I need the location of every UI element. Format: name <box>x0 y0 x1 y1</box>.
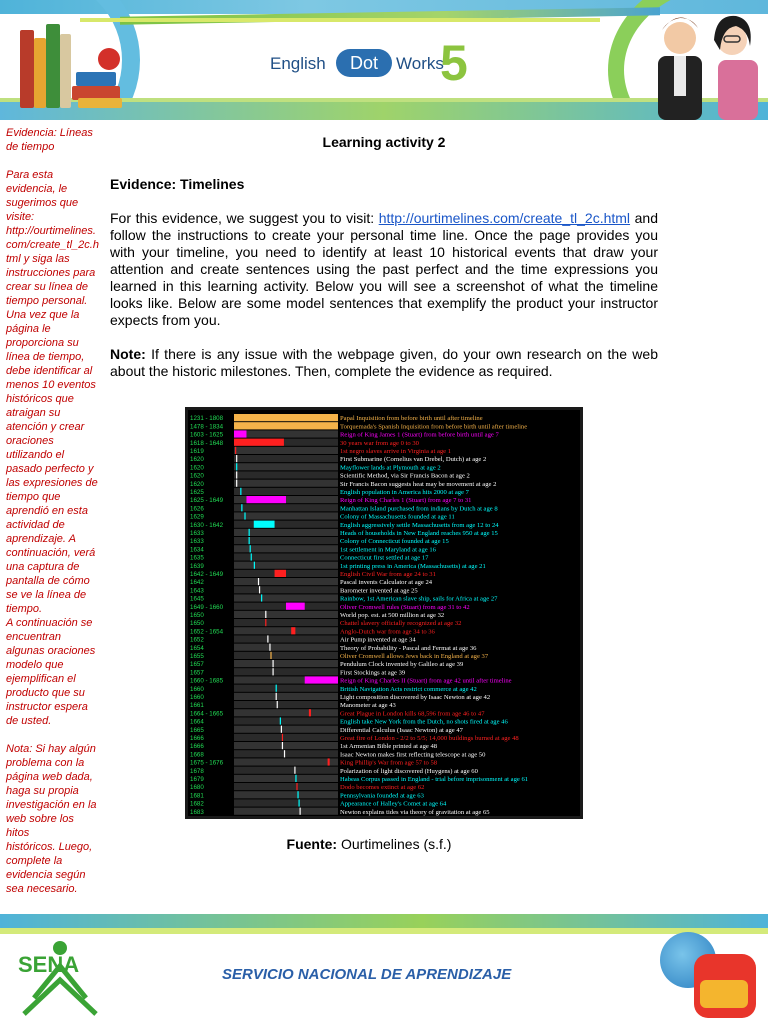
timeline-year-label: 1633 <box>190 538 204 546</box>
timeline-event-label: First Stockings at age 39 <box>340 669 406 677</box>
timeline-year-label: 1680 <box>190 784 204 792</box>
timeline-lane <box>234 504 338 511</box>
timeline-year-label: 1642 <box>190 579 204 587</box>
timeline-event-label: Barometer invented at age 25 <box>340 587 418 595</box>
timeline-year-label: 1642 - 1649 <box>190 571 224 578</box>
timeline-lane <box>234 455 338 462</box>
timeline-lane <box>234 742 338 749</box>
timeline-year-label: 1633 <box>190 530 204 537</box>
timeline-year-label: 1635 <box>190 554 204 562</box>
footer-top-band <box>0 914 768 928</box>
timeline-lane <box>234 447 338 454</box>
timeline-event-label: Appearance of Halley's Comet at age 64 <box>340 800 447 808</box>
timeline-year-label: 1666 <box>190 735 204 742</box>
note-label: Note: <box>110 346 146 362</box>
section-heading: Evidence: Timelines <box>110 176 245 192</box>
timeline-event-label: Reign of King James 1 (Stuart) from before birth until age 7 <box>340 431 499 439</box>
timeline-event-label: Papal Inquisition from before birth until after timeline <box>340 415 483 423</box>
note-text: If there is any issue with the webpage given, do your own research on the web about the historic milestones. Then, complete the evidence as required. <box>110 346 658 379</box>
timeline-year-label: 1620 <box>190 472 204 480</box>
timeline-event-label: Newton explains tides via theory of gravitation at age 65 <box>340 808 490 816</box>
timeline-event-label: Anglo-Dutch war from age 34 to 36 <box>340 628 435 636</box>
caption-text: Ourtimelines (s.f.) <box>337 836 452 852</box>
timeline-year-label: 1665 <box>190 726 204 734</box>
timeline-lane <box>234 635 338 642</box>
timeline-lane <box>234 808 338 815</box>
timeline-lane <box>234 775 338 782</box>
timeline-bar <box>235 447 236 454</box>
timeline-year-label: 1655 <box>190 653 204 660</box>
footer-title-box <box>214 960 644 994</box>
footer-title: SERVICIO NACIONAL DE APRENDIZAJE <box>222 966 512 983</box>
timeline-bar <box>265 611 266 618</box>
timeline-year-label: 1618 - 1648 <box>190 439 224 447</box>
timeline-bar <box>272 668 273 675</box>
timeline-event-label: Theory of Probability - Pascal and Fermat at age 36 <box>340 644 477 652</box>
page-footer-banner <box>0 914 768 1024</box>
timeline-year-label: 1639 <box>190 562 204 570</box>
timeline-event-label: Pascal invents Calculator at age 24 <box>340 579 433 587</box>
timeline-event-label: Rainbow, 1st American slave ship, sails for Africa at age 27 <box>340 595 498 603</box>
main-content <box>110 134 658 397</box>
timeline-bar <box>249 537 250 544</box>
sidebar-spanish-notes <box>6 126 98 910</box>
timeline-bar <box>259 586 260 593</box>
backpack-pocket <box>700 980 748 1008</box>
timeline-lane <box>234 619 338 626</box>
timeline-bar <box>277 701 278 708</box>
timeline-bar <box>258 578 259 585</box>
timeline-year-label: 1649 - 1660 <box>190 603 224 611</box>
timeline-lane <box>234 693 338 700</box>
timeline-bar <box>297 791 298 798</box>
timeline-lane <box>234 644 338 651</box>
timeline-lane <box>234 726 338 733</box>
timeline-bar <box>282 734 283 741</box>
timeline-lane <box>234 685 338 692</box>
timeline-bar <box>267 635 268 642</box>
logo-dot-pill <box>336 49 392 77</box>
timeline-lane <box>234 553 338 560</box>
timeline-lane <box>234 750 338 757</box>
timeline-year-label: 1626 <box>190 505 204 513</box>
timeline-year-label: 1682 <box>190 800 204 808</box>
timeline-bar <box>234 439 284 446</box>
timeline-year-label: 1660 <box>190 694 204 701</box>
footer-yellow-stripe <box>0 928 768 934</box>
apple-icon <box>98 48 120 70</box>
timeline-bar <box>280 717 281 724</box>
timeline-event-label: English aggressively settle Massachusetts from age 12 to 24 <box>340 521 499 529</box>
english-dot-works-logo <box>270 35 470 91</box>
timeline-lane <box>234 734 338 741</box>
timeline-event-label: 1st printing press in America (Massachusetts) at age 21 <box>340 562 486 570</box>
timeline-event-label: British Navigation Acts restrict commerce at age 42 <box>340 685 477 693</box>
book-spine <box>60 34 71 108</box>
timeline-screenshot <box>185 407 583 819</box>
timeline-lane <box>234 799 338 806</box>
timeline-year-label: 1650 <box>190 620 204 628</box>
timeline-year-label: 1645 <box>190 595 204 603</box>
timeline-year-label: 1643 <box>190 587 204 595</box>
page-header-banner <box>0 0 768 120</box>
logo-word-dot: Dot <box>349 53 378 73</box>
timeline-lane <box>234 480 338 487</box>
timeline-bar <box>261 594 262 601</box>
timeline-lane <box>234 701 338 708</box>
timeline-event-label: Oliver Cromwell rules (Stuart) from age 31 to 42 <box>340 603 470 611</box>
timeline-lane <box>234 652 338 659</box>
timeline-bar <box>265 619 266 626</box>
timeline-event-label: World pop. est. at 500 million at age 32 <box>340 612 445 619</box>
header-yellow-stripe <box>80 18 600 22</box>
timeline-bar <box>305 676 338 683</box>
timeline-bar <box>284 750 285 757</box>
student-girl-top <box>718 60 758 120</box>
timeline-year-label: 1619 <box>190 448 204 455</box>
timeline-year-label: 1660 - 1685 <box>190 677 224 685</box>
students-illustration <box>640 0 768 120</box>
book-stacked <box>78 98 122 108</box>
timeline-lane <box>234 767 338 774</box>
student-boy-shirt <box>674 56 686 96</box>
timeline-lane <box>234 471 338 478</box>
timeline-event-label: Oliver Cromwell allows Jews back in England at age 37 <box>340 653 489 660</box>
timeline-bar <box>254 521 275 528</box>
timeline-bar <box>309 709 311 716</box>
timeline-lane <box>234 578 338 585</box>
logo-word-english: English <box>270 54 326 73</box>
timeline-bar <box>251 553 252 560</box>
timeline-event-label: Pennsylvania founded at age 63 <box>340 792 424 800</box>
timeline-event-label: English take New York from the Dutch, no shots fired at age 46 <box>340 718 508 726</box>
timeline-lane <box>234 586 338 593</box>
timeline-lane <box>234 463 338 470</box>
book-spine <box>20 30 34 108</box>
timeline-event-label: Manhattan Island purchased from indians by Dutch at age 8 <box>340 505 498 513</box>
timeline-year-label: 1620 <box>190 480 204 488</box>
timeline-event-label: 1st negro slaves arrive in Virginia at age 1 <box>340 448 452 455</box>
logo-word-works: Works <box>396 54 444 73</box>
timeline-year-label: 1661 <box>190 702 204 710</box>
timeline-lane <box>234 594 338 601</box>
timeline-lane <box>234 627 338 634</box>
timeline-year-label: 1666 <box>190 743 204 751</box>
timeline-lane <box>234 562 338 569</box>
timeline-lane <box>234 512 338 519</box>
timeline-lane <box>234 430 338 437</box>
timeline-bar <box>246 496 286 503</box>
timeline-event-label: Reign of King Charles 1 (Stuart) from age 7 to 31 <box>340 497 472 505</box>
timeline-bar <box>270 652 271 659</box>
timeline-event-label: Air Pump invented at age 34 <box>340 636 416 644</box>
timeline-year-label: 1620 <box>190 464 204 472</box>
timeline-event-label: Sir Francis Bacon suggests heat may be movement at age 2 <box>340 480 497 488</box>
note-paragraph <box>110 346 658 380</box>
page-title: Learning activity 2 <box>322 134 446 150</box>
timeline-bar <box>249 529 250 536</box>
timeline-lane <box>234 758 338 765</box>
instructions-intro: For this evidence, we suggest you to visit: <box>110 210 379 226</box>
timeline-lane <box>234 668 338 675</box>
timeline-event-label: 30 years war from age 0 to 30 <box>340 439 419 447</box>
timeline-bar <box>236 480 237 487</box>
timeline-year-label: 1664 - 1665 <box>190 710 224 718</box>
timeline-year-label: 1683 <box>190 808 204 816</box>
book-spine <box>34 38 46 108</box>
timeline-event-label: Connecticut first settled at age 17 <box>340 554 429 562</box>
timeline-bar <box>300 808 301 815</box>
timeline-year-label: 1630 - 1642 <box>190 521 224 529</box>
sidebar-instructions: Para esta evidencia, le sugerimos que visite: http://ourtimelines. com/create_tl_2c.h tml y siga las instrucciones para crear su línea de tiempo personal. Una vez que la página le proporciona su línea de tiempo, debe identificar al menos 10 eventos históricos que atraigan su atención y crear oraciones utilizando el pasado perfecto y las expresiones de tiempo que aprendió en esta actividad de aprendizaje. A continuación, verá una captura de pantalla de cómo se ve la línea de tiempo. A continuación se encuentran algunas oraciones modelo que ejemplifican el producto que su instructor espera de usted. <box>6 169 99 727</box>
timeline-bar <box>234 422 338 429</box>
timeline-bar <box>281 726 282 733</box>
timeline-event-label: Manometer at age 43 <box>340 702 396 710</box>
timeline-event-label: Reign of King Charles II (Stuart) from age 42 until after timeline <box>340 677 512 685</box>
timeline-bar <box>296 783 297 790</box>
timeline-event-label: Dodo becomes extinct at age 62 <box>340 784 425 792</box>
book-spine <box>46 24 60 108</box>
timeline-year-label: 1679 <box>190 776 204 783</box>
timeline-bar <box>282 742 283 749</box>
timeline-bar <box>250 545 251 552</box>
ourtimelines-link[interactable]: http://ourtimelines.com/create_tl_2c.html <box>378 210 631 226</box>
timeline-year-label: 1231 - 1808 <box>190 415 224 423</box>
timeline-year-label: 1625 - 1649 <box>190 497 224 505</box>
instructions-body: and follow the instructions to create your personal time line. Once the page provides you with your timeline, you need to identify at least 10 historical events that draw your attention and create sentences using the past perfect and the time expressions you learned in this learning activity. Below you will see a screenshot of what the timeline looks like. Below are some model sentences that exemplify the product your instructor expects from you. <box>110 210 659 328</box>
timeline-event-label: English Civil War from age 24 to 31 <box>340 571 436 578</box>
timeline-event-label: Chattel slavery officially recognized at age 32 <box>340 620 462 628</box>
sena-logo <box>14 936 106 1022</box>
timeline-event-label: Heads of households in New England reaches 950 at age 15 <box>340 530 498 537</box>
sena-label: SENA <box>18 952 80 977</box>
timeline-lane <box>234 783 338 790</box>
timeline-event-label: Polarization of light discovered (Huygens) at age 60 <box>340 767 478 775</box>
timeline-bar <box>236 463 237 470</box>
timeline-lane <box>234 611 338 618</box>
timeline-bar <box>240 488 241 495</box>
timeline-event-label: Scientific Method, via Sir Francis Bacon at age 2 <box>340 472 470 480</box>
timeline-year-label: 1652 <box>190 636 204 644</box>
timeline-event-label: Torquemada's Spanish Inquisition from before birth until after timeline <box>340 423 528 431</box>
timeline-bar <box>276 685 277 692</box>
timeline-event-label: Isaac Newton makes first reflecting telescope at age 50 <box>340 751 486 759</box>
timeline-event-label: Great Plague in London kills 68,596 from age 46 to 47 <box>340 710 485 718</box>
timeline-year-label: 1657 <box>190 669 204 677</box>
timeline-event-label: Great fire of London - 2/2 to 5/5; 14,000 buildings burned at age 48 <box>340 735 519 742</box>
timeline-bar <box>244 512 245 519</box>
timeline-year-label: 1625 <box>190 489 204 496</box>
timeline-bar <box>275 570 286 577</box>
timeline-bar <box>291 627 295 634</box>
timeline-bar <box>286 603 305 610</box>
timeline-lane <box>234 791 338 798</box>
books-illustration <box>20 20 130 108</box>
timeline-event-label: 1st Armenian Bible printed at age 48 <box>340 743 438 751</box>
timeline-bar <box>295 775 296 782</box>
timeline-event-label: English population in America hits 2000 at age 7 <box>340 489 469 496</box>
timeline-year-label: 1650 <box>190 612 204 619</box>
timeline-year-label: 1681 <box>190 792 204 800</box>
timeline-event-label: Pendulum Clock invented by Galileo at age 39 <box>340 661 464 669</box>
timeline-lane <box>234 488 338 495</box>
timeline-chart <box>188 410 580 816</box>
timeline-lane <box>234 717 338 724</box>
timeline-year-label: 1629 <box>190 513 204 521</box>
timeline-year-label: 1603 - 1625 <box>190 431 224 439</box>
timeline-bar <box>298 799 299 806</box>
timeline-year-label: 1657 <box>190 661 204 669</box>
logo-number: 5 <box>440 35 468 91</box>
timeline-year-label: 1620 <box>190 456 204 464</box>
timeline-bar <box>276 693 277 700</box>
sidebar-note: Nota: Si hay algún problema con la página web dada, haga su propia investigación en la web sobre los hitos históricos. Luego, complete la evidencia según sea necesario. <box>6 743 97 895</box>
caption-label: Fuente: <box>286 836 338 852</box>
timeline-event-label: Light composition discovered by Isaac Newton at age 42 <box>340 694 491 701</box>
timeline-year-label: 1675 - 1676 <box>190 759 224 767</box>
image-caption <box>110 836 628 852</box>
timeline-bar <box>234 430 246 437</box>
timeline-bar <box>236 471 237 478</box>
timeline-lane <box>234 709 338 716</box>
timeline-year-label: 1652 - 1654 <box>190 628 224 636</box>
timeline-year-label: 1654 <box>190 644 204 652</box>
timeline-event-label: King Phillip's War from age 57 to 58 <box>340 759 438 767</box>
timeline-event-label: Habeas Corpus passed in England - trial before imprisonment at age 61 <box>340 776 529 783</box>
timeline-event-label: First Submarine (Cornelius van Drebel, Dutch) at age 2 <box>340 456 487 464</box>
timeline-bar <box>272 660 273 667</box>
timeline-bar <box>234 414 338 421</box>
timeline-event-label: Differential Calculus (Isaac Newton) at age 47 <box>340 726 463 734</box>
book-stacked <box>76 72 116 86</box>
timeline-bar <box>328 758 330 765</box>
timeline-event-label: Colony of Massachusetts founded at age 11 <box>340 513 455 521</box>
student-boy-face <box>664 22 696 54</box>
timeline-year-label: 1668 <box>190 751 204 759</box>
timeline-bar <box>236 455 237 462</box>
timeline-bar <box>254 562 255 569</box>
timeline-year-label: 1664 <box>190 718 204 726</box>
timeline-bar <box>269 644 270 651</box>
timeline-year-label: 1678 <box>190 767 204 775</box>
timeline-bar <box>294 767 295 774</box>
sidebar-heading: Evidencia: Líneas de tiempo <box>6 127 93 153</box>
timeline-event-label: Mayflower lands at Plymouth at age 2 <box>340 464 441 472</box>
timeline-event-label: Colony of Connecticut founded at age 15 <box>340 538 449 546</box>
timeline-year-label: 1478 - 1834 <box>190 423 224 431</box>
instructions-paragraph <box>110 210 658 329</box>
timeline-year-label: 1634 <box>190 546 204 554</box>
timeline-bar <box>241 504 242 511</box>
timeline-lane <box>234 521 338 528</box>
timeline-year-label: 1660 <box>190 685 204 693</box>
timeline-event-label: 1st settlement in Maryland at age 16 <box>340 546 436 554</box>
timeline-lane <box>234 660 338 667</box>
